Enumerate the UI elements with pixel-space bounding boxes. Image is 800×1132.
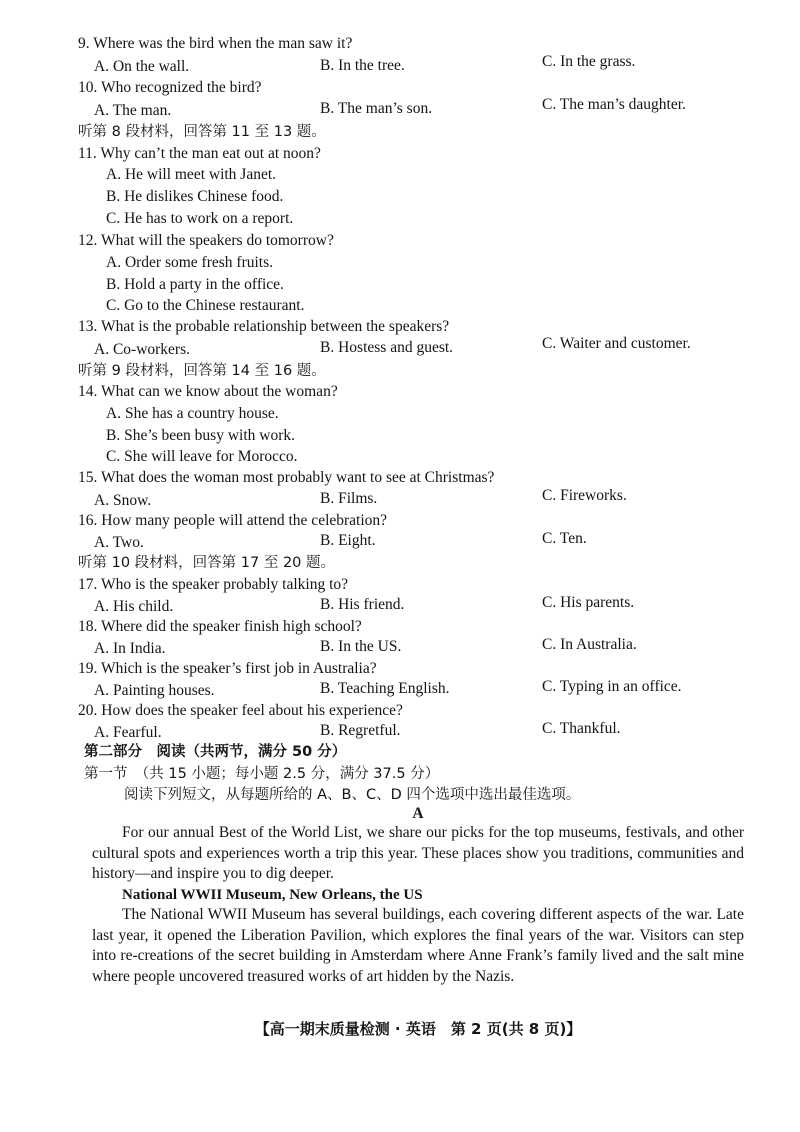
question-16-stem: 16. How many people will attend the celebration? <box>78 512 388 529</box>
question-10-option-c: C. The man’s daughter. <box>542 96 686 113</box>
question-18-option-b: B. In the US. <box>320 638 402 655</box>
question-15-option-a: A. Snow. <box>94 492 152 509</box>
question-12-option-c: C. Go to the Chinese restaurant. <box>106 297 305 314</box>
page-footer: 【高一期末质量检测 · 英语 第 2 页(共 8 页)】 <box>254 1020 582 1038</box>
question-11-option-a: A. He will meet with Janet. <box>106 166 277 183</box>
question-12-option-a: A. Order some fresh fruits. <box>106 254 274 271</box>
passage-label: A <box>412 805 424 822</box>
section-10-heading: 听第 10 段材料，回答第 17 至 20 题。 <box>78 555 336 571</box>
question-17-stem: 17. Who is the speaker probably talking to? <box>78 576 349 593</box>
question-9-option-b: B. In the tree. <box>320 57 405 74</box>
question-11-stem: 11. Why can’t the man eat out at noon? <box>78 145 321 162</box>
question-14-option-a: A. She has a country house. <box>106 405 279 422</box>
question-19-option-b: B. Teaching English. <box>320 680 450 697</box>
question-16-option-c: C. Ten. <box>542 530 587 547</box>
question-16-option-a: A. Two. <box>94 534 144 551</box>
question-13-option-c: C. Waiter and customer. <box>542 335 691 352</box>
passage-item-paragraph: The National WWII Museum has several buildings, each covering different aspects of the war. Late last year, it opened the Liberation Pavilion, which explores the final years of the war. Visitors can step into re-creations of the secret building in Amsterdam where Anne Frank’s family lived and the salt mine where people uncovered treasured works of art hidden by the Nazis. <box>92 906 744 985</box>
question-17-option-c: C. His parents. <box>542 594 635 611</box>
passage-item-heading: National WWII Museum, New Orleans, the US <box>122 887 423 903</box>
question-15-option-b: B. Films. <box>320 490 378 507</box>
part-two-heading: 第二部分 阅读（共两节，满分 50 分） <box>84 744 347 760</box>
question-13-option-b: B. Hostess and guest. <box>320 339 454 356</box>
question-19-option-a: A. Painting houses. <box>94 682 215 699</box>
question-20-option-b: B. Regretful. <box>320 722 401 739</box>
question-9-option-a: A. On the wall. <box>94 58 190 75</box>
question-19-option-c: C. Typing in an office. <box>542 678 682 695</box>
reading-instruction: 阅读下列短文，从每题所给的 A、B、C、D 四个选项中选出最佳选项。 <box>124 787 581 803</box>
question-18-option-c: C. In Australia. <box>542 636 637 653</box>
question-17-option-a: A. His child. <box>94 598 174 615</box>
question-9-stem: 9. Where was the bird when the man saw it? <box>78 35 353 52</box>
question-10-option-a: A. The man. <box>94 102 172 119</box>
section-8-heading: 听第 8 段材料，回答第 11 至 13 题。 <box>78 124 326 140</box>
question-13-stem: 13. What is the probable relationship between the speakers? <box>78 318 450 335</box>
section-one-heading: 第一节 （共 15 小题；每小题 2.5 分，满分 37.5 分） <box>84 766 440 782</box>
question-14-option-c: C. She will leave for Morocco. <box>106 448 298 465</box>
passage-intro-paragraph: For our annual Best of the World List, we share our picks for the top museums, festivals, and other cultural spots and experiences worth a trip this year. These places show you traditions, communities and history—and inspire you to dig deeper. <box>92 824 744 882</box>
question-15-stem: 15. What does the woman most probably want to see at Christmas? <box>78 469 495 486</box>
question-11-option-b: B. He dislikes Chinese food. <box>106 188 284 205</box>
question-17-option-b: B. His friend. <box>320 596 405 613</box>
question-10-stem: 10. Who recognized the bird? <box>78 79 262 96</box>
question-20-option-c: C. Thankful. <box>542 720 621 737</box>
question-13-option-a: A. Co-workers. <box>94 341 190 358</box>
question-18-stem: 18. Where did the speaker finish high school? <box>78 618 362 635</box>
question-18-option-a: A. In India. <box>94 640 166 657</box>
section-9-heading: 听第 9 段材料，回答第 14 至 16 题。 <box>78 363 326 379</box>
question-11-option-c: C. He has to work on a report. <box>106 210 294 227</box>
question-14-stem: 14. What can we know about the woman? <box>78 383 338 400</box>
question-20-stem: 20. How does the speaker feel about his experience? <box>78 702 403 719</box>
question-16-option-b: B. Eight. <box>320 532 376 549</box>
question-12-option-b: B. Hold a party in the office. <box>106 276 284 293</box>
question-15-option-c: C. Fireworks. <box>542 487 627 504</box>
question-10-option-b: B. The man’s son. <box>320 100 433 117</box>
question-12-stem: 12. What will the speakers do tomorrow? <box>78 232 334 249</box>
question-20-option-a: A. Fearful. <box>94 724 162 741</box>
question-14-option-b: B. She’s been busy with work. <box>106 427 296 444</box>
question-19-stem: 19. Which is the speaker’s first job in Australia? <box>78 660 377 677</box>
question-9-option-c: C. In the grass. <box>542 53 636 70</box>
